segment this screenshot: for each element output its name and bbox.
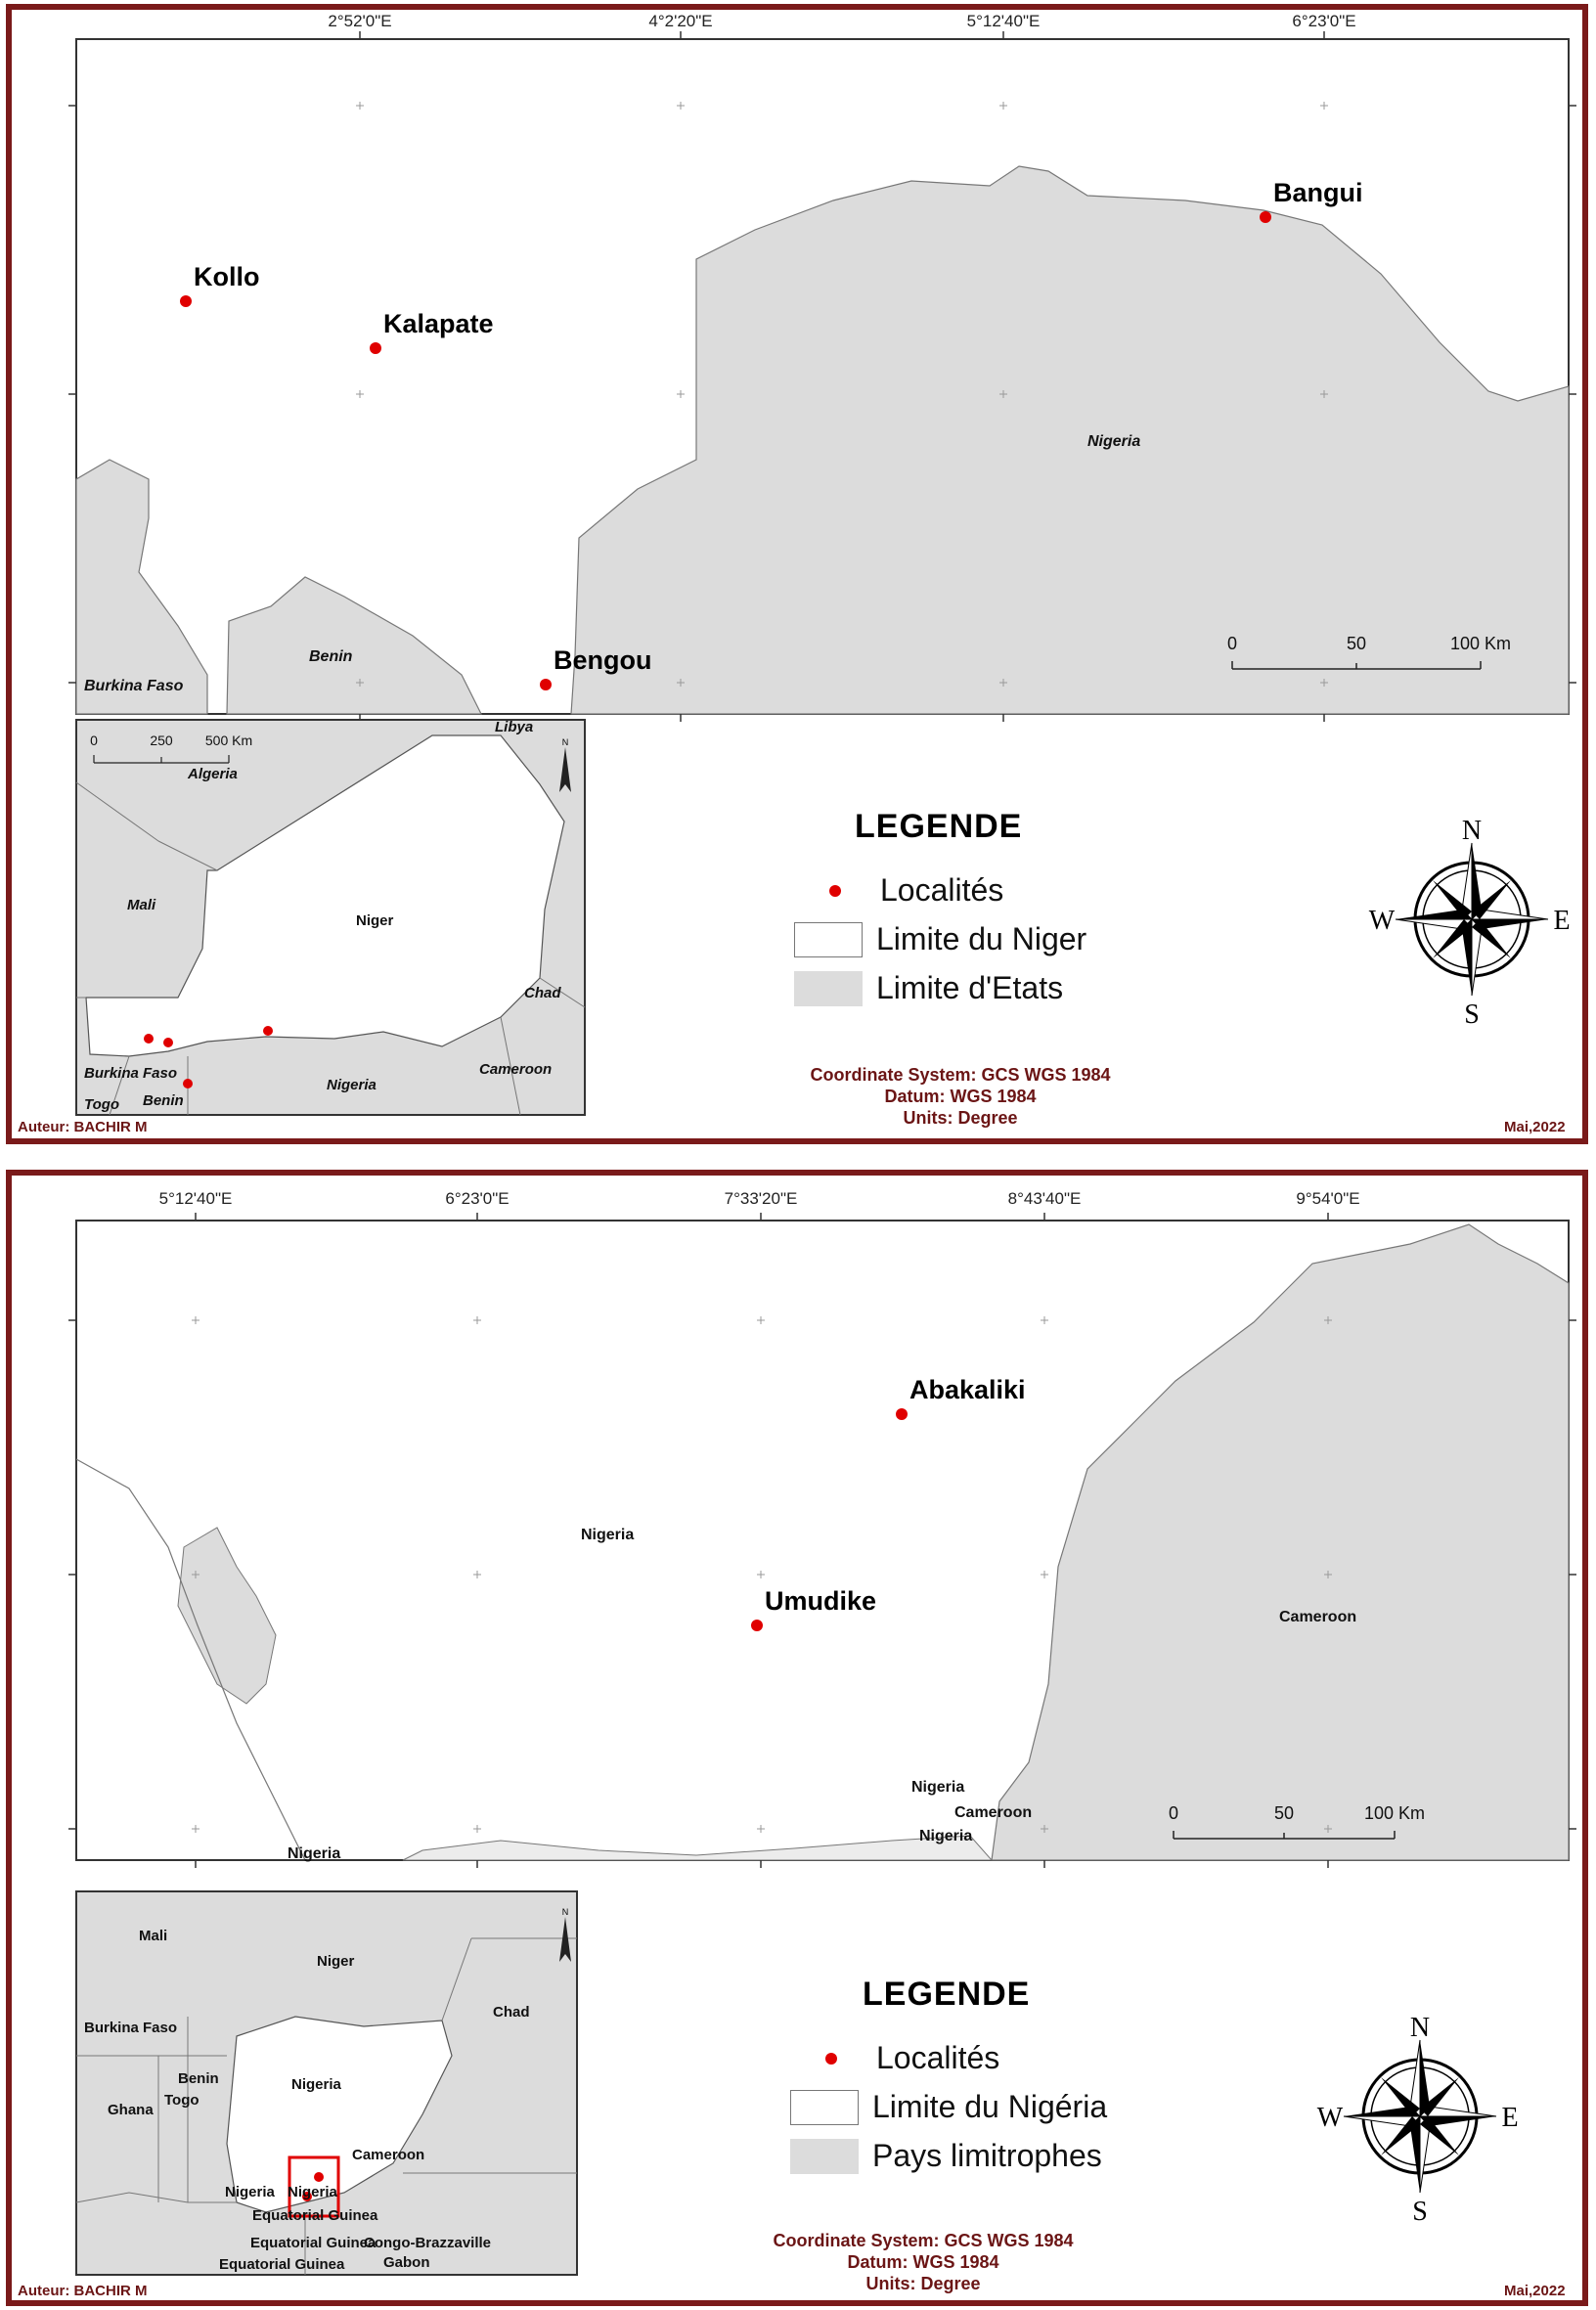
locality-marker-kollo[interactable] <box>180 295 192 307</box>
legend-item-localites <box>804 872 1003 909</box>
inset-scale-label: 500 Km <box>204 733 253 748</box>
compass-e: E <box>1553 906 1571 936</box>
locality-label-kollo: Kollo <box>194 262 260 291</box>
datum: Datum: WGS 1984 <box>847 2252 999 2272</box>
country-label-nigeria: Nigeria <box>1087 433 1141 450</box>
country-label-nigeria: Nigeria <box>919 1828 973 1844</box>
inset-country-label: Chad <box>524 985 561 1001</box>
map-panel-niger <box>6 4 1588 1144</box>
compass-n: N <box>1409 2013 1431 2043</box>
legend-item-localites <box>800 2040 999 2076</box>
inset-country-label: Niger <box>317 1953 355 1970</box>
units: Units: Degree <box>903 1108 1018 1128</box>
units: Units: Degree <box>865 2274 981 2293</box>
top-tick-label: 4°2'20"E <box>648 12 713 30</box>
compass-rose-icon <box>1369 816 1571 1030</box>
legend-label: Pays limitrophes <box>872 2138 1102 2173</box>
country-label-benin: Benin <box>309 648 353 665</box>
inset-country-label: Benin <box>143 1092 184 1109</box>
author-credit: Auteur: BACHIR M <box>18 1119 148 1135</box>
author-credit: Auteur: BACHIR M <box>18 2283 148 2299</box>
inset-country-label: Equatorial Guinea <box>219 2256 345 2273</box>
country-label-nigeria: Nigeria <box>581 1527 635 1543</box>
top-tick-label: 8°43'40"E <box>1007 1189 1082 1208</box>
legend-title: LEGENDE <box>863 1976 1031 2013</box>
locality-marker-bangui[interactable] <box>1260 211 1271 223</box>
top-tick-label: 5°12'40"E <box>158 1189 233 1208</box>
inset-country-label: Gabon <box>383 2254 430 2271</box>
locality-marker-kalapate[interactable] <box>370 342 381 354</box>
coordinate-info <box>765 1064 1156 1129</box>
scale-label: 0 <box>1226 634 1238 653</box>
coordinate-system: Coordinate System: GCS WGS 1984 <box>773 2231 1074 2250</box>
country-label-cameroon: Cameroon <box>1279 1609 1357 1625</box>
coordinate-info <box>728 2230 1119 2294</box>
map-svg-niger <box>12 10 1582 1138</box>
top-tick-label: 7°33'20"E <box>724 1189 798 1208</box>
inset-country-label: Nigeria <box>327 1077 377 1093</box>
legend-title: LEGENDE <box>855 808 1023 845</box>
inset-locality-marker <box>183 1079 193 1088</box>
inset-country-label: Cameroon <box>479 1061 553 1078</box>
compass-rose-icon <box>1317 2013 1519 2227</box>
legend-label: Limite du Niger <box>876 921 1087 956</box>
inset-country-label: Algeria <box>188 766 238 782</box>
locality-dot-icon <box>829 885 841 897</box>
scale-label: 0 <box>1168 1803 1179 1823</box>
inset-locality-marker <box>144 1034 154 1044</box>
scale-label: 50 <box>1273 1803 1295 1823</box>
locality-label-abakaliki: Abakaliki <box>909 1375 1026 1404</box>
top-tick-label: 2°52'0"E <box>328 12 392 30</box>
inset-country-label: Benin <box>178 2070 219 2087</box>
inset-country-label: Ghana <box>108 2102 154 2118</box>
datum: Datum: WGS 1984 <box>884 1087 1037 1106</box>
locality-label-bengou: Bengou <box>554 645 652 675</box>
inset-scale-label: 250 <box>150 733 173 748</box>
inset-country-label: Togo <box>164 2092 200 2109</box>
locality-dot-icon <box>825 2053 837 2065</box>
compass-w: W <box>1316 2103 1344 2133</box>
inset-country-label: Nigeria <box>288 2184 337 2200</box>
legend-swatch <box>790 2090 859 2125</box>
top-tick-label: 6°23'0"E <box>445 1189 510 1208</box>
map-date: Mai,2022 <box>1504 1119 1566 1135</box>
inset-country-label: Togo <box>84 1096 120 1113</box>
inset-locality-marker <box>263 1026 273 1036</box>
locality-marker-umudike[interactable] <box>751 1620 763 1631</box>
locality-label-kalapate: Kalapate <box>383 309 494 338</box>
map-date: Mai,2022 <box>1504 2283 1566 2299</box>
top-tick-label: 6°23'0"E <box>1292 12 1356 30</box>
inset-country-label: Mali <box>139 1928 168 1944</box>
legend-item-pays-limitrophes <box>790 2138 1102 2174</box>
inset-north-label: N <box>561 1907 569 1917</box>
locality-label-bangui: Bangui <box>1273 178 1363 207</box>
inset-country-label: Nigeria <box>291 2076 341 2093</box>
inset-country-label: Congo-Brazzaville <box>364 2235 492 2251</box>
inset-map-nigeria <box>76 1891 577 2275</box>
scale-label: 100 Km <box>1363 1803 1426 1823</box>
map-svg-nigeria <box>12 1176 1582 2300</box>
inset-north-label: N <box>561 737 569 747</box>
compass-n: N <box>1461 816 1483 846</box>
locality-marker-bengou[interactable] <box>540 679 552 690</box>
compass-e: E <box>1501 2103 1519 2133</box>
legend-item-limite-nigeria <box>790 2089 1107 2125</box>
legend-label: Localités <box>880 872 1004 908</box>
map-panel-nigeria <box>6 1170 1588 2306</box>
country-label-nigeria: Nigeria <box>288 1845 341 1862</box>
compass-w: W <box>1368 906 1396 936</box>
country-label-nigeria: Nigeria <box>911 1779 965 1796</box>
inset-country-label: Mali <box>127 897 156 913</box>
inset-country-label: Equatorial Guinea <box>250 2235 377 2251</box>
locality-label-umudike: Umudike <box>765 1586 877 1616</box>
locality-marker-abakaliki[interactable] <box>896 1408 908 1420</box>
legend-swatch <box>790 2139 859 2174</box>
compass-s: S <box>1464 1000 1480 1030</box>
legend-swatch <box>794 971 863 1006</box>
compass-s: S <box>1412 2197 1428 2227</box>
inset-country-label: Cameroon <box>352 2147 425 2163</box>
country-label-cameroon: Cameroon <box>954 1804 1033 1821</box>
legend-label: Limite du Nigéria <box>872 2089 1108 2124</box>
legend-label: Limite d'Etats <box>876 970 1064 1005</box>
scale-label: 100 Km <box>1449 634 1512 653</box>
inset-country-label: Nigeria <box>225 2184 275 2200</box>
inset-locality-marker <box>163 1038 173 1047</box>
inset-scale-label: 0 <box>90 733 98 748</box>
inset-country-label: Niger <box>356 912 394 929</box>
country-label-burkina-faso: Burkina Faso <box>84 678 184 694</box>
legend-item-limite-niger <box>794 921 1086 957</box>
coordinate-system: Coordinate System: GCS WGS 1984 <box>810 1065 1111 1085</box>
legend-item-limite-etats <box>794 970 1063 1006</box>
inset-country-label: Chad <box>493 2004 530 2021</box>
legend-swatch <box>794 922 863 957</box>
scale-label: 50 <box>1346 634 1367 653</box>
inset-country-label: Burkina Faso <box>84 2020 178 2036</box>
legend-label: Localités <box>876 2040 1000 2075</box>
inset-locality-marker <box>314 2172 324 2182</box>
top-tick-label: 5°12'40"E <box>966 12 1041 30</box>
inset-country-label: Burkina Faso <box>84 1065 178 1082</box>
inset-country-label: Equatorial Guinea <box>252 2207 378 2224</box>
inset-country-label: Libya <box>495 719 534 735</box>
top-tick-label: 9°54'0"E <box>1296 1189 1360 1208</box>
inset-map-niger <box>76 719 585 1115</box>
